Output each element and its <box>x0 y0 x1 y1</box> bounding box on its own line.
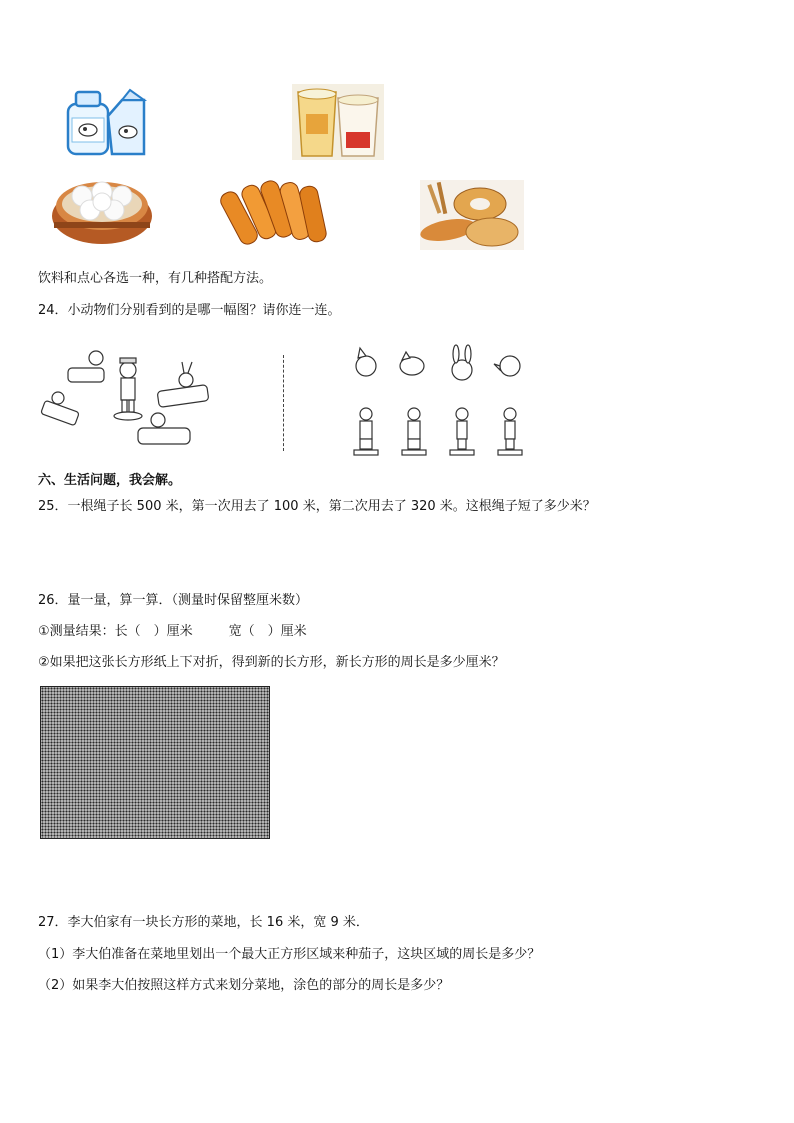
q26-question: 26．量一量，算一算．（测量时保留整厘米数） <box>38 593 309 608</box>
q26-width-blank: 宽（ ）厘米 <box>228 624 307 639</box>
section-title: 六、生活问题，我会解。 <box>38 473 182 488</box>
q26-sub2: ②如果把这张长方形纸上下对折，得到新的长方形，新长方形的周长是多少厘米？ <box>38 655 505 670</box>
dog-head-icon <box>356 348 376 376</box>
milk-carton-icon <box>60 86 148 158</box>
rabbit-head-icon <box>452 345 472 380</box>
police-figure-front-icon <box>354 408 378 455</box>
shaded-rectangle <box>40 686 270 839</box>
police-figures-row <box>350 404 530 460</box>
q27-question: 27．李大伯家有一块长方形的菜地，长 16 米，宽 9 米． <box>38 915 369 930</box>
chick-head-icon <box>494 356 520 376</box>
fried-dough-sticks-icon <box>220 168 346 248</box>
soymilk-cups-icon <box>292 84 384 160</box>
q24-question: 24．小动物们分别看到的是哪一幅图？请你连一连。 <box>38 303 341 318</box>
q26-sub1 <box>38 623 307 641</box>
police-figure-right-icon <box>498 408 522 455</box>
police-figure-back-icon <box>402 408 426 455</box>
animals-scene-illustration <box>38 346 218 456</box>
cat-head-icon <box>400 352 424 375</box>
q27-sub2: （2）如果李大伯按照这样方式来划分菜地，涂色的部分的周长是多少？ <box>38 978 450 993</box>
police-figure-left-icon <box>450 408 474 455</box>
bread-icon <box>420 180 524 250</box>
q25-question: 25．一根绳子长 500 米，第一次用去了 100 米，第二次用去了 320 米。这根绳子短了多少米？ <box>38 499 596 514</box>
q27-sub1: （1）李大伯准备在菜地里划出一个最大正方形区域来种茄子，这块区域的周长是多少？ <box>38 947 541 962</box>
q23-question: 饮料和点心各选一种，有几种搭配方法。 <box>38 271 273 286</box>
steamed-buns-icon <box>50 166 154 248</box>
q26-length-blank: ①测量结果：长（ ）厘米 <box>38 624 193 639</box>
q24-divider <box>283 355 284 451</box>
animal-heads-row <box>350 344 530 384</box>
